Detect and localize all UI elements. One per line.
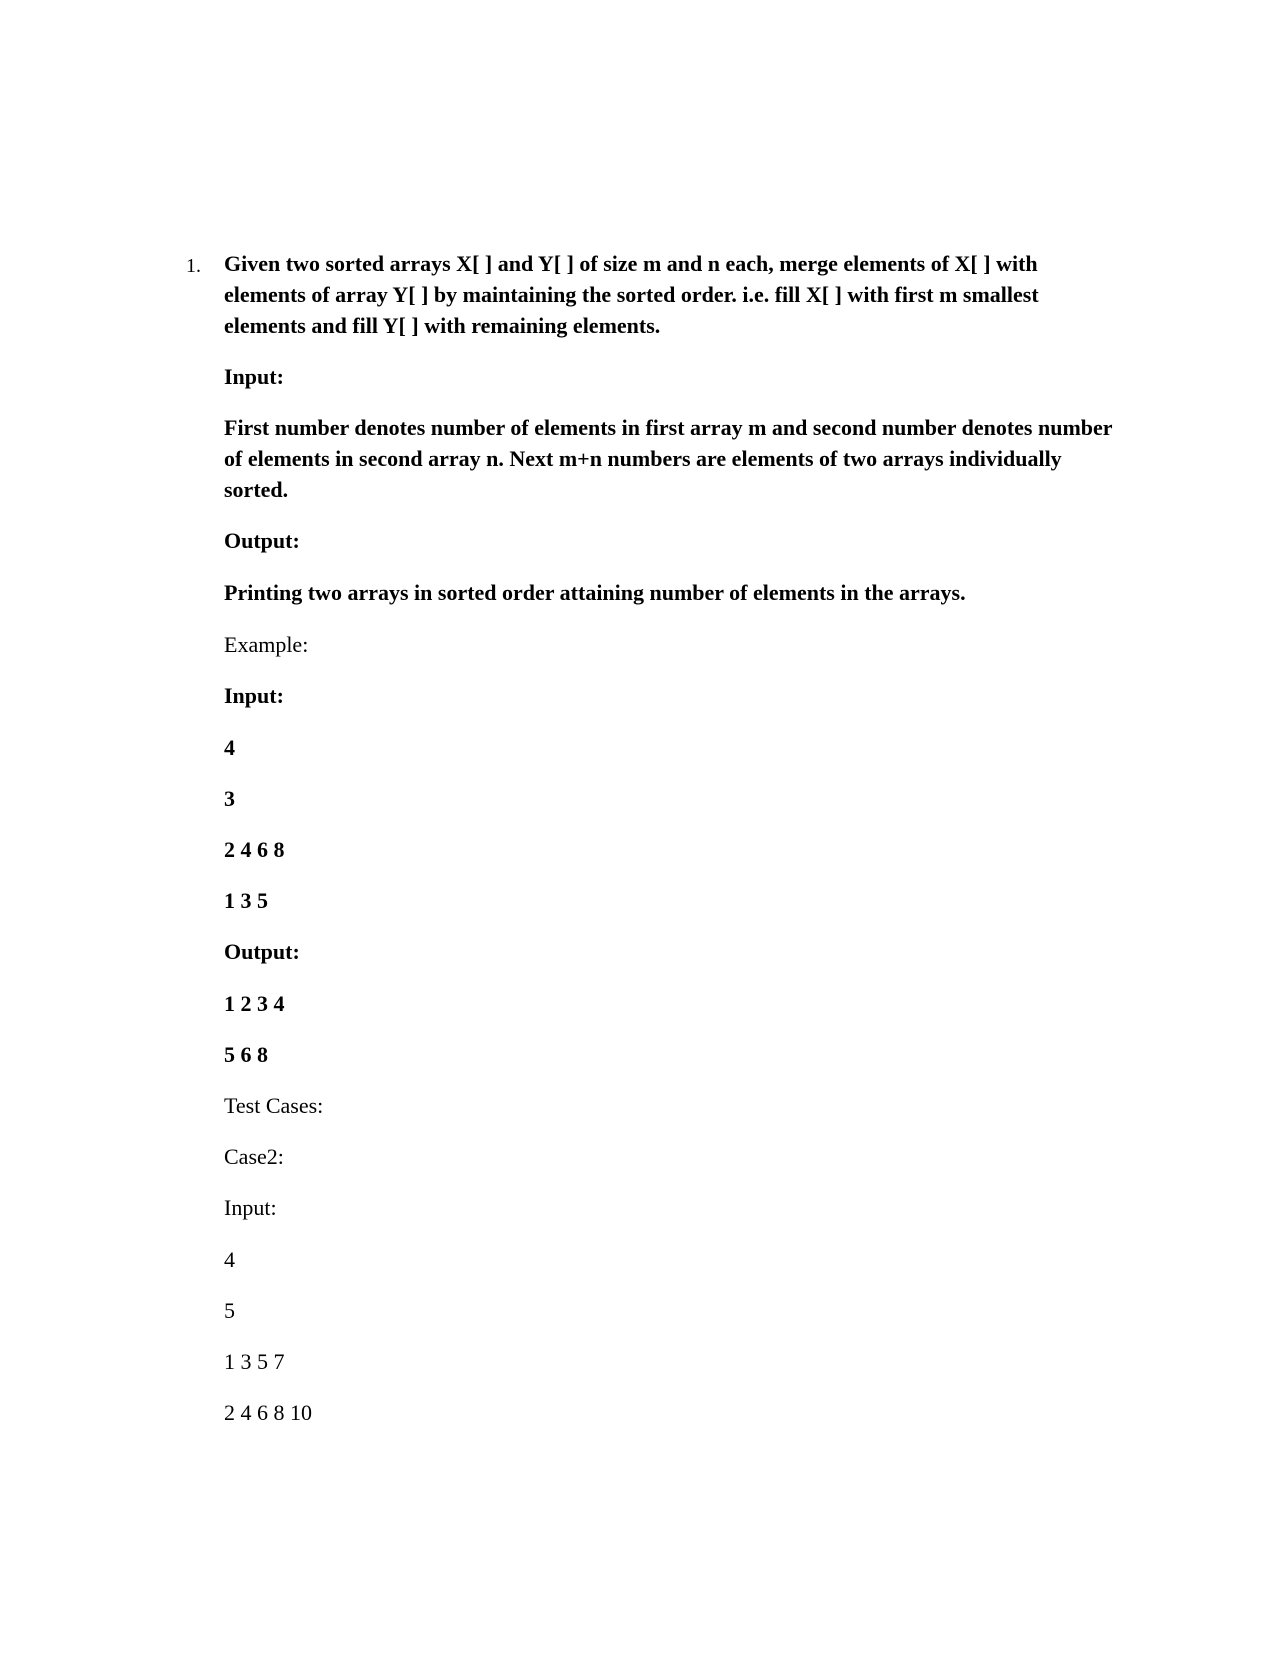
example-input-line: 4 [224, 735, 235, 760]
example-input-line: 3 [224, 786, 235, 811]
case-input-line: 1 3 5 7 [224, 1349, 285, 1374]
test-cases-label: Test Cases: [224, 1093, 324, 1118]
output-heading: Output: [224, 528, 300, 553]
example-input-line: 1 3 5 [224, 888, 268, 913]
example-output-heading: Output: [224, 939, 300, 964]
example-label: Example: [224, 632, 309, 657]
example-input-line: 2 4 6 8 [224, 837, 285, 862]
problem-statement: Given two sorted arrays X[ ] and Y[ ] of size m and n each, merge elements of X[ ] with elements of array Y[ ] by maintaining the sorted order. i.e. fill X[ ] with first m smallest elements and fill Y[ ] with remaining elements. [224, 251, 1039, 338]
example-output-line: 5 6 8 [224, 1042, 268, 1067]
case-input-line: 4 [224, 1247, 235, 1272]
example-output-line: 1 2 3 4 [224, 991, 285, 1016]
input-heading: Input: [224, 364, 284, 389]
input-description: First number denotes number of elements in first array m and second number denotes number of elements in second array n. Next m+n numbers are elements of two arrays individually sorted. [224, 415, 1113, 502]
output-description: Printing two arrays in sorted order attaining number of elements in the arrays. [224, 580, 966, 605]
case-input-line: 2 4 6 8 10 [224, 1400, 312, 1425]
case-input-heading: Input: [224, 1195, 277, 1220]
question-content [224, 248, 1124, 1428]
case-label: Case2: [224, 1144, 284, 1169]
list-number: 1. [186, 255, 201, 277]
case-input-line: 5 [224, 1298, 235, 1323]
example-input-heading: Input: [224, 683, 284, 708]
